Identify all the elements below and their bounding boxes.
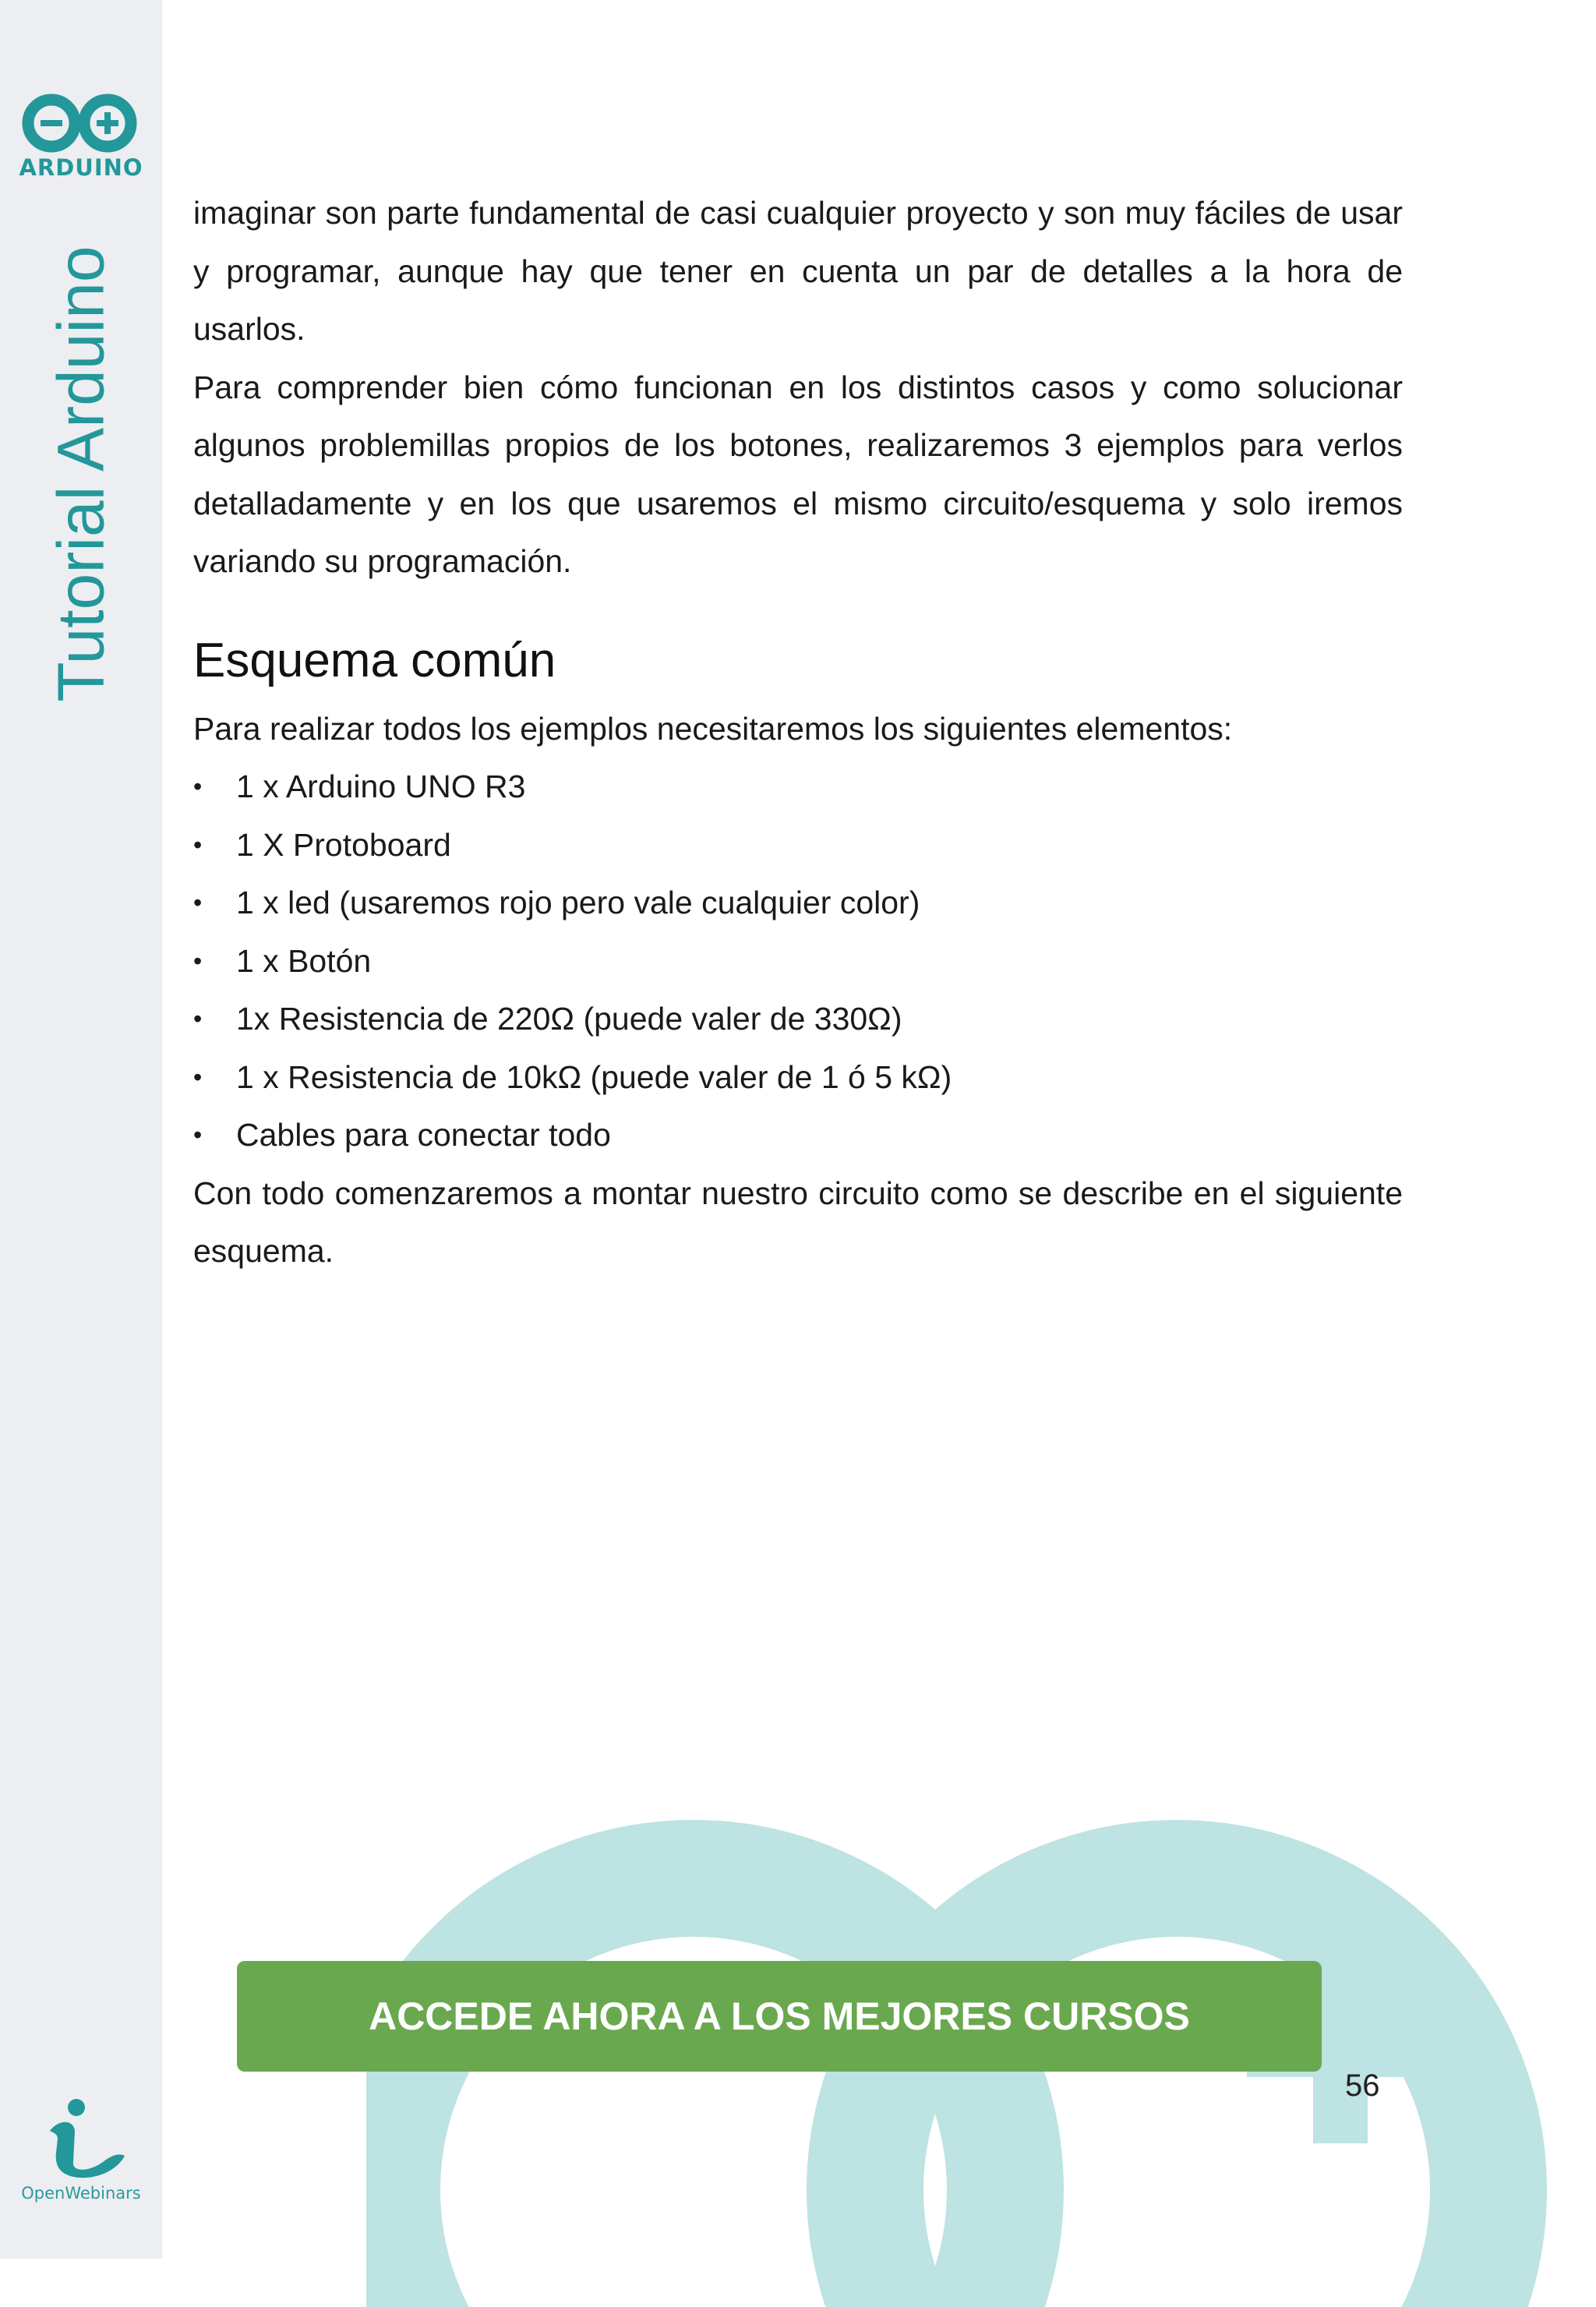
bullet-icon: • (193, 946, 203, 975)
page-number: 56 (1345, 2069, 1380, 2103)
arduino-wordmark: ARDUINO (19, 154, 143, 181)
list-item-text: 1 x led (usaremos rojo pero vale cualquier color) (236, 885, 920, 920)
list-item (193, 874, 1403, 932)
bullet-icon: • (193, 1121, 203, 1149)
openwebinars-logo (19, 2097, 143, 2213)
arduino-infinity-icon (17, 92, 145, 154)
bullet-icon: • (193, 830, 203, 859)
list-item-text: Cables para conectar todo (236, 1117, 611, 1153)
section-heading: Esquema común (193, 633, 556, 687)
bullet-icon: • (193, 1005, 203, 1033)
list-item (193, 1048, 1403, 1107)
list-item-text: 1 x Botón (236, 942, 372, 979)
list-item (193, 816, 1403, 874)
openwebinars-wordmark: OpenWebinars (21, 2184, 141, 2203)
closing-paragraph: Con todo comenzaremos a montar nuestro circuito como se describe en el siguiente esquema. (193, 1175, 1403, 1269)
openwebinars-figure-icon (19, 2097, 143, 2182)
page-content (193, 184, 1403, 1281)
list-item (193, 990, 1403, 1048)
tutorial-title: Tutorial Arduino (44, 246, 118, 702)
sidebar (0, 0, 162, 2259)
list-item-text: 1x Resistencia de 220Ω (puede valer de 330Ω) (236, 1001, 902, 1037)
bullet-icon: • (193, 772, 203, 800)
intro-paragraph-2: Para comprender bien cómo funcionan en los distintos casos y como solucionar algunos problemillas propios de los botones, realizaremos 3 ejemplos para verlos detalladamente y en los que usaremos el mismo circuito/esquema y solo iremos variando su programación. (193, 369, 1403, 579)
list-item (193, 932, 1403, 991)
section-intro: Para realizar todos los ejemplos necesitaremos los siguientes elementos: (193, 710, 1233, 747)
courses-cta-button[interactable]: ACCEDE AHORA A LOS MEJORES CURSOS (237, 1961, 1322, 2072)
bullet-icon: • (193, 1062, 203, 1091)
list-item-text: 1 X Protoboard (236, 826, 451, 863)
intro-paragraph-1: imaginar son parte fundamental de casi cualquier proyecto y son muy fáciles de usar y programar, aunque hay que tener en cuenta un par de detalles a la hora de usarlos. (193, 195, 1403, 347)
list-item-text: 1 x Resistencia de 10kΩ (puede valer de 1 ó 5 kΩ) (236, 1058, 952, 1095)
components-list (193, 758, 1403, 1164)
list-item (193, 1106, 1403, 1164)
list-item-text: 1 x Arduino UNO R3 (236, 768, 526, 804)
arduino-logo (17, 92, 145, 185)
bullet-icon: • (193, 889, 203, 917)
list-item (193, 758, 1403, 816)
